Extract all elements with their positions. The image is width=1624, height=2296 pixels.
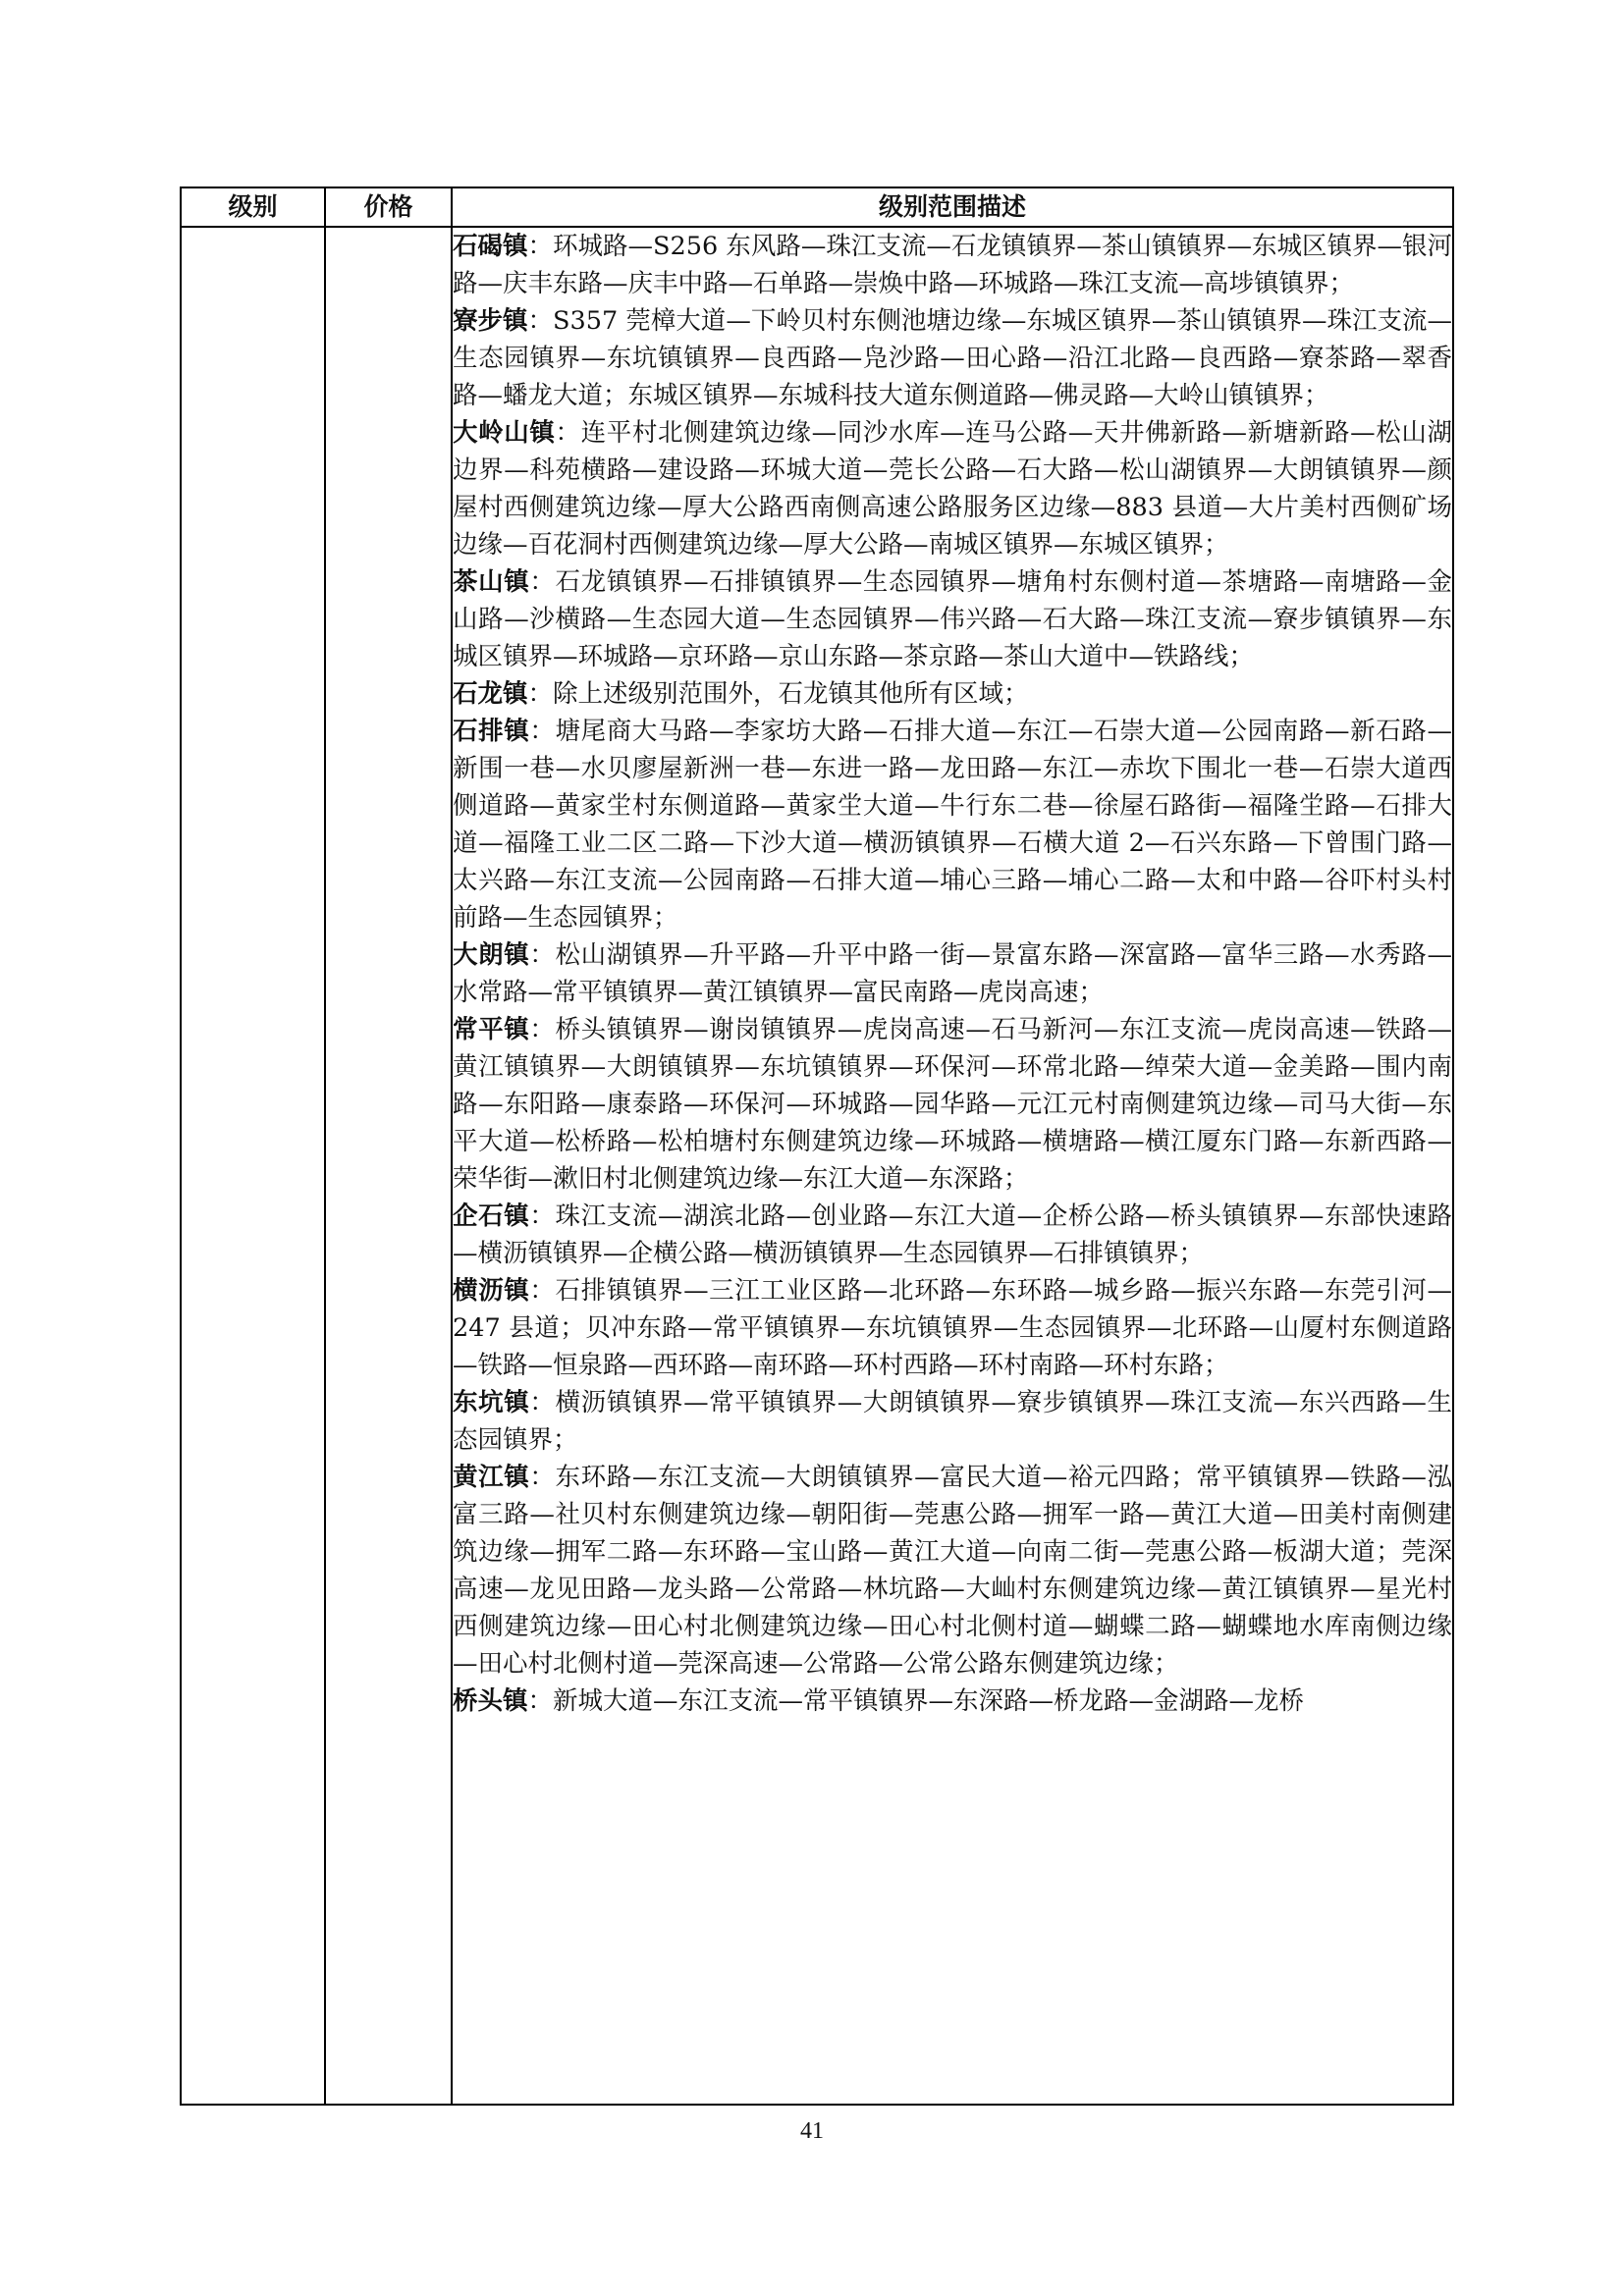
range-text: ：桥头镇镇界—谢岗镇镇界—虎岗高速—石马新河—东江支流—虎岗高速—铁路—黄江镇镇界—大朗镇镇界—东坑镇镇界—环保河—环常北路—绰荣大道—金美路—围内南路—东阳路—康泰路—环保河—环城路—园华路—元江元村南侧建筑边缘—司马大街—东平大道—松桥路—松柏塘村东侧建筑边缘—环城路—横塘路—横江厦东门路—东新西路—荣华街—漱旧村北侧建筑边缘—东江大道—东深路； bbox=[453, 1015, 1452, 1194]
town-name: 石碣镇 bbox=[453, 232, 528, 261]
header-level: 级别 bbox=[181, 187, 325, 227]
range-text: ：松山湖镇界—升平路—升平中路一街—景富东路—深富路—富华三路—水秀路—水常路—常平镇镇界—黄江镇镇界—富民南路—虎岗高速； bbox=[453, 940, 1452, 1007]
list-item bbox=[453, 936, 1452, 1011]
town-name: 寮步镇 bbox=[453, 306, 528, 336]
range-text: ：横沥镇镇界—常平镇镇界—大朗镇镇界—寮步镇镇界—珠江支流—东兴西路—生态园镇界； bbox=[453, 1388, 1452, 1455]
grade-table bbox=[180, 187, 1454, 2106]
town-name: 常平镇 bbox=[453, 1015, 530, 1044]
list-item bbox=[453, 414, 1452, 563]
range-text: ：S357 莞樟大道—下岭贝村东侧池塘边缘—东城区镇界—茶山镇镇界—珠江支流—生态园镇界—东坑镇镇界—良西路—凫沙路—田心路—沿江北路—良西路—寮茶路—翠香路—蟠龙大道；东城区镇界—东城科技大道东侧道路—佛灵路—大岭山镇镇界； bbox=[453, 306, 1452, 410]
list-item bbox=[453, 1384, 1452, 1459]
town-name: 横沥镇 bbox=[453, 1276, 530, 1306]
town-name: 石排镇 bbox=[453, 717, 530, 746]
header-row bbox=[181, 187, 1453, 227]
range-text: ：塘尾商大马路—李家坊大路—石排大道—东江—石崇大道—公园南路—新石路—新围一巷—水贝廖屋新洲一巷—东进一路—龙田路—东江—赤坎下围北一巷—石崇大道西侧道路—黄家坣村东侧道路—黄家坣大道—牛行东二巷—徐屋石路街—福隆坣路—石排大道—福隆工业二区二路—下沙大道—横沥镇镇界—石横大道 2—石兴东路—下曾围门路—太兴路—东江支流—公园南路—石排大道—埔心三路—埔心二路—太和中路—谷吓村头村前路—生态园镇界； bbox=[453, 717, 1452, 933]
range-text: ：除上述级别范围外，石龙镇其他所有区域； bbox=[527, 679, 1029, 709]
list-item bbox=[453, 675, 1452, 713]
page-number: 41 bbox=[800, 2118, 824, 2144]
range-text: ：新城大道—东江支流—常平镇镇界—东深路—桥龙路—金湖路—龙桥 bbox=[527, 1686, 1305, 1716]
town-name: 企石镇 bbox=[453, 1201, 530, 1231]
header-description: 级别范围描述 bbox=[452, 187, 1453, 227]
town-name: 大岭山镇 bbox=[453, 418, 556, 448]
range-text: ：石龙镇镇界—石排镇镇界—生态园镇界—塘角村东侧村道—茶塘路—南塘路—金山路—沙横路—生态园大道—生态园镇界—伟兴路—石大路—珠江支流—寮步镇镇界—东城区镇界—环城路—京环路—京山东路—茶京路—茶山大道中—铁路线； bbox=[453, 567, 1452, 671]
range-text: ：石排镇镇界—三江工业区路—北环路—东环路—城乡路—振兴东路—东莞引河—247 县道；贝冲东路—常平镇镇界—东坑镇镇界—生态园镇界—北环路—山厦村东侧道路—铁路—恒泉路—西环路—南环路—环村西路—环村南路—环村东路； bbox=[453, 1276, 1452, 1380]
range-text: ：环城路—S256 东风路—珠江支流—石龙镇镇界—茶山镇镇界—东城区镇界—银河路—庆丰东路—庆丰中路—石单路—崇焕中路—环城路—珠江支流—高埗镇镇界； bbox=[453, 232, 1452, 298]
town-name: 大朗镇 bbox=[453, 940, 530, 970]
range-text: ：珠江支流—湖滨北路—创业路—东江大道—企桥公路—桥头镇镇界—东部快速路—横沥镇镇界—企横公路—横沥镇镇界—生态园镇界—石排镇镇界； bbox=[453, 1201, 1452, 1268]
town-name: 桥头镇 bbox=[453, 1686, 528, 1716]
list-item bbox=[453, 302, 1452, 414]
list-item bbox=[453, 1011, 1452, 1198]
list-item bbox=[453, 1198, 1452, 1272]
header-price: 价格 bbox=[325, 187, 452, 227]
range-text: ：连平村北侧建筑边缘—同沙水库—连马公路—天井佛新路—新塘新路—松山湖边界—科苑横路—建设路—环城大道—莞长公路—石大路—松山湖镇界—大朗镇镇界—颜屋村西侧建筑边缘—厚大公路西南侧高速公路服务区边缘—883 县道—大片美村西侧矿场边缘—百花洞村西侧建筑边缘—厚大公路—南城区镇界—东城区镇界； bbox=[453, 418, 1452, 560]
list-item bbox=[453, 1272, 1452, 1384]
list-item bbox=[453, 713, 1452, 936]
list-item bbox=[453, 1682, 1452, 1720]
price-cell bbox=[325, 227, 452, 2105]
list-item bbox=[453, 563, 1452, 675]
range-text: ：东环路—东江支流—大朗镇镇界—富民大道—裕元四路；常平镇镇界—铁路—泓富三路—社贝村东侧建筑边缘—朝阳街—莞惠公路—拥军一路—黄江大道—田美村南侧建筑边缘—拥军二路—东环路—宝山路—黄江大道—向南二街—莞惠公路—板湖大道；莞深高速—龙见田路—龙头路—公常路—林坑路—大屾村东侧建筑边缘—黄江镇镇界—星光村西侧建筑边缘—田心村北侧建筑边缘—田心村北侧村道—蝴蝶二路—蝴蝶地水库南侧边缘—田心村北侧村道—莞深高速—公常路—公常公路东侧建筑边缘； bbox=[453, 1463, 1452, 1679]
town-name: 黄江镇 bbox=[453, 1463, 530, 1492]
town-name: 茶山镇 bbox=[453, 567, 530, 597]
list-item bbox=[453, 1459, 1452, 1682]
description-cell bbox=[452, 227, 1453, 2105]
level-cell bbox=[181, 227, 325, 2105]
table-row bbox=[181, 227, 1453, 2105]
town-name: 东坑镇 bbox=[453, 1388, 530, 1417]
town-name: 石龙镇 bbox=[453, 679, 528, 709]
list-item bbox=[453, 228, 1452, 302]
